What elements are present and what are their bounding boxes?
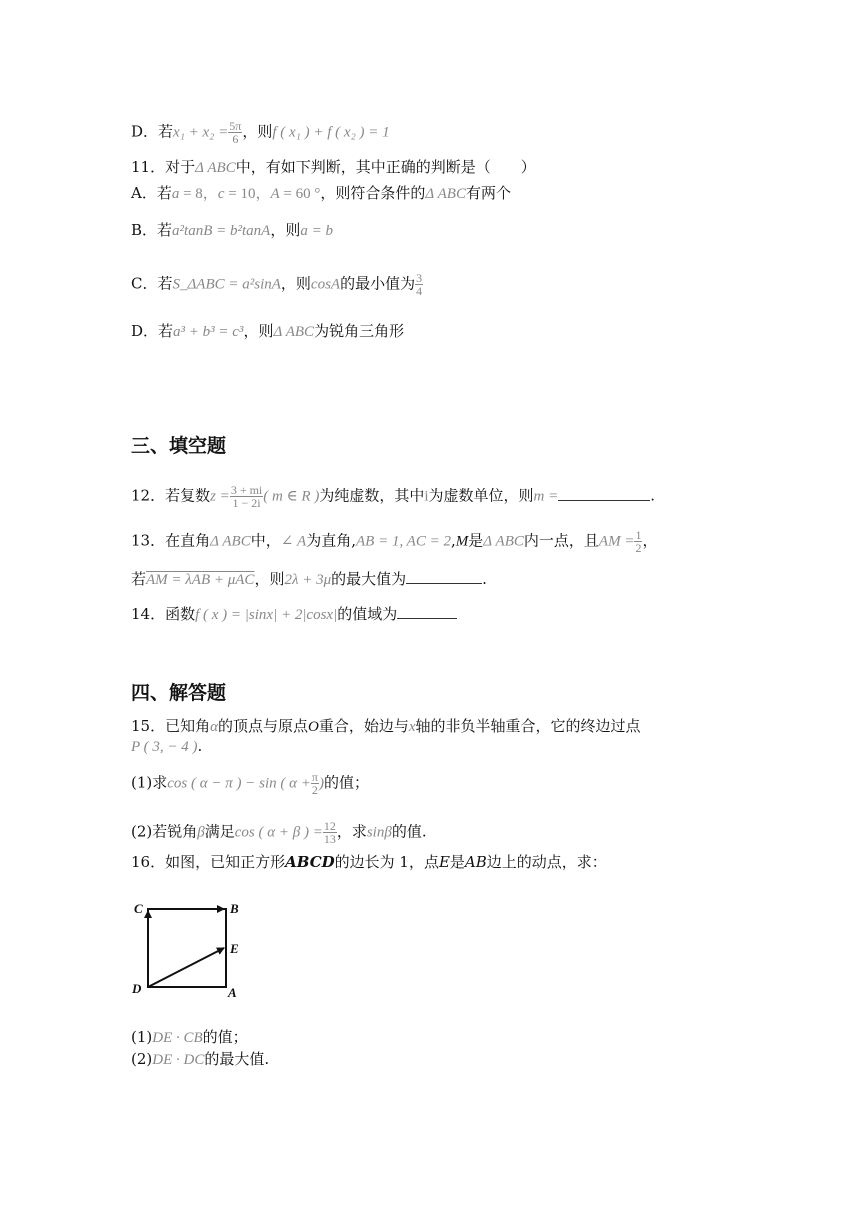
q13-fraction: $\frac{1}{2}$ xyxy=(635,528,642,555)
q14-answer-blank[interactable] xyxy=(397,604,457,619)
q11-option-c: C．若S_ΔABC = a²sinA，则cosA的最小值为 $\frac{3}{4}$ xyxy=(131,271,423,298)
q15-part2: (2)若锐角β满足cos ( α + β ) = $\frac{12}{13}$ ，求sinβ的值. xyxy=(131,819,427,846)
q11-option-d: D．若a³ + b³ = c³，则Δ ABC为锐角三角形 xyxy=(131,322,405,340)
q10-d-fraction: $\frac{5\pi}{6}$ xyxy=(229,119,242,146)
q10-option-d: D．若x₁ + x₂ = $\frac{5\pi}{6}$ ，则f ( x₁ ) + f ( x₂ ) = 1 xyxy=(131,119,390,146)
q15-line2: P ( 3, − 4 ). xyxy=(131,737,203,755)
q15-p1-fraction: $\frac{\pi}{2}$ xyxy=(311,770,318,797)
q10-d-result: f ( x₁ ) + f ( x₂ ) = 1 xyxy=(272,124,390,141)
q16-part1: (1)DE · CB的值； xyxy=(131,1028,248,1046)
q15-line1: 15．已知角α的顶点与原点O重合，始边与x轴的非负半轴重合，它的终边过点 xyxy=(131,717,641,735)
q15-p2-fraction: $\frac{12}{13}$ xyxy=(323,819,336,846)
square-figure xyxy=(128,895,248,1005)
q11-c-fraction: $\frac{3}{4}$ xyxy=(416,271,423,298)
square-diagram xyxy=(128,895,248,1005)
q12-answer-blank[interactable] xyxy=(558,486,650,501)
label-c: C xyxy=(134,901,143,916)
label-e: E xyxy=(230,941,239,956)
q15-part1: (1)求cos ( α − π ) − sin ( α + $\frac{\pi}{2}$ )的值； xyxy=(131,770,369,797)
q13-line1: 13．在直角Δ ABC中，∠ A为直角,AB = 1, AC = 2,M是Δ ABC内一点，且AM = $\frac{1}{2}$ ， xyxy=(131,528,658,555)
label-a: A xyxy=(228,985,237,1000)
vector-de xyxy=(148,948,224,987)
q11-option-b: B．若a²tanB = b²tanA，则a = b xyxy=(131,221,333,239)
q12: 12．若复数z = $\frac{3 + mi}{1 - 2i}$ ( m ∈ R )为纯虚数，其中i为虚数单位，则m = . xyxy=(131,483,656,510)
q10-d-condition: x₁ + x₂ = xyxy=(173,124,229,141)
label-b: B xyxy=(230,901,239,916)
square-outline xyxy=(148,909,226,987)
q10-d-prefix: D．若 xyxy=(131,122,174,141)
q13-answer-blank[interactable] xyxy=(406,569,482,584)
q16-stem: 16．如图，已知正方形ABCD的边长为 1，点E是AB边上的动点，求： xyxy=(131,853,607,871)
section-4-title: 四、解答题 xyxy=(131,682,227,704)
section-3-title: 三、填空题 xyxy=(131,435,227,457)
q14: 14．函数f ( x ) = |sinx| + 2|cosx|的值域为 xyxy=(131,603,457,626)
q11-stem: 11．对于Δ ABC中，有如下判断，其中正确的判断是（ ） xyxy=(131,158,536,176)
q13-line2: 若AM = λAB + μAC，则2λ + 3μ的最大值为 . xyxy=(131,570,487,588)
q12-fraction: $\frac{3 + mi}{1 - 2i}$ xyxy=(230,483,263,510)
q16-part2: (2)DE · DC的最大值. xyxy=(131,1050,270,1068)
label-d: D xyxy=(132,981,142,996)
q11-option-a: A．若a = 8，c = 10，A = 60 °，则符合条件的Δ ABC有两个 xyxy=(131,184,511,202)
